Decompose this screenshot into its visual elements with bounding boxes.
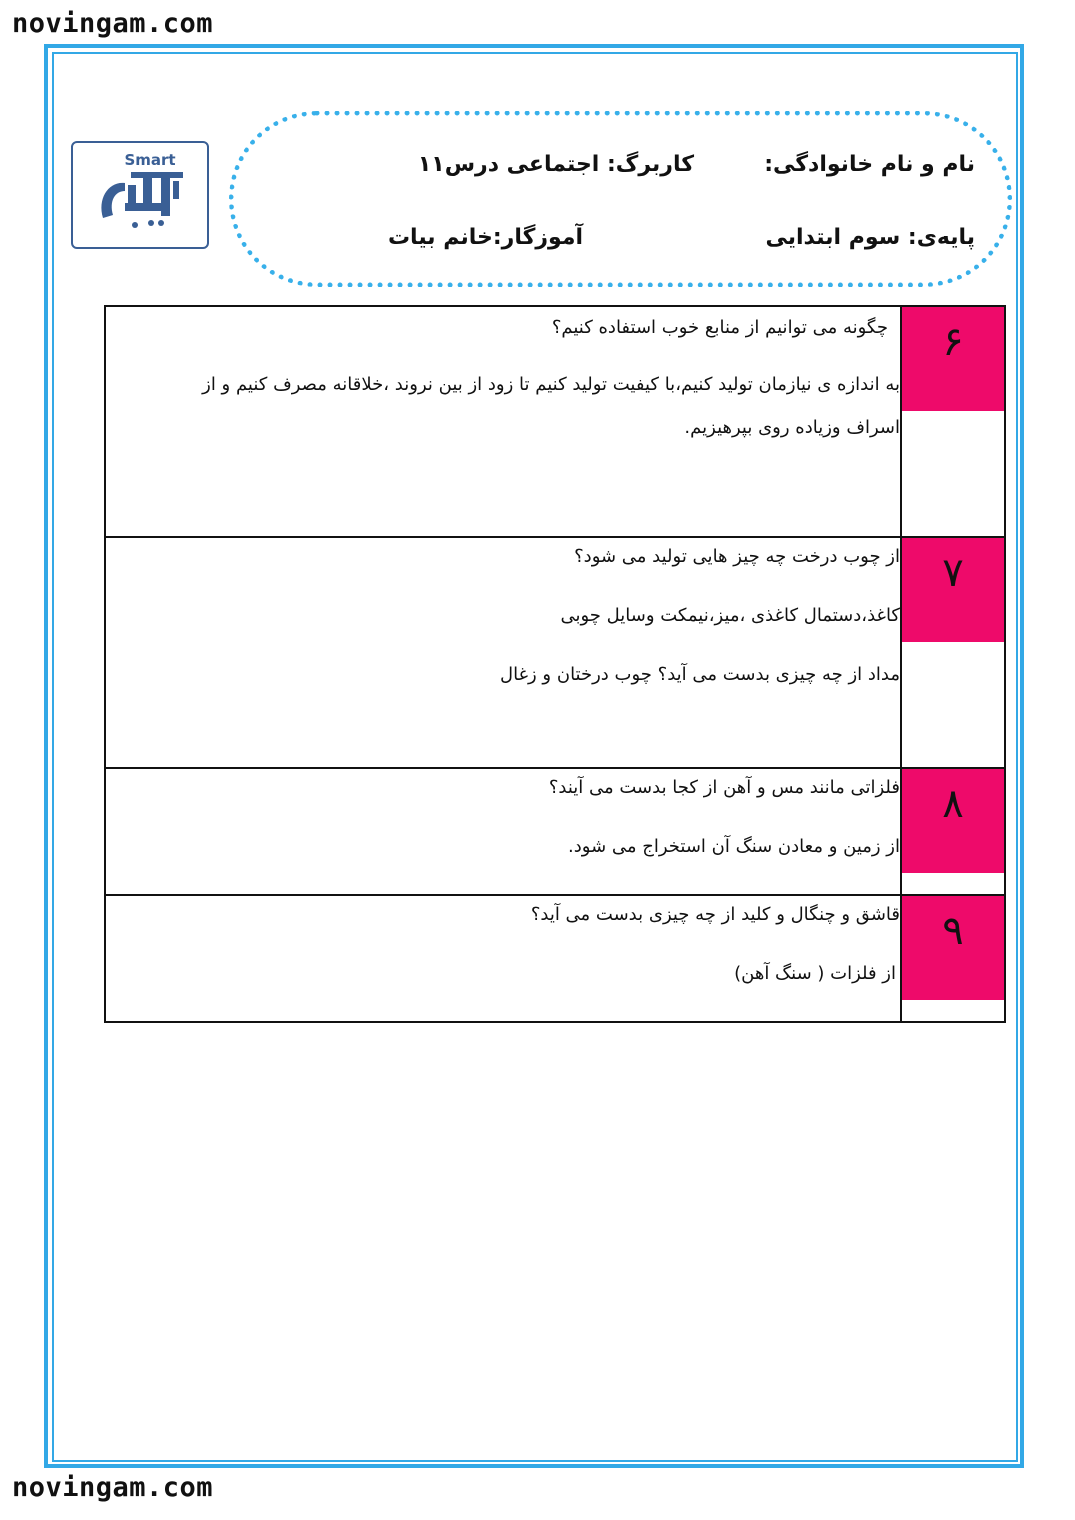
question-number: ۶ <box>902 307 1004 411</box>
worksheet-title: کاربرگ: اجتماعی درس۱۱ <box>417 152 694 177</box>
question-number: ۸ <box>902 769 1004 873</box>
header-box <box>229 111 1012 287</box>
logo-graphic <box>73 143 207 247</box>
teacher-label: آموزگار:خانم بیات <box>387 225 583 250</box>
question-text: از چوب درخت چه چیز هایی تولید می شود؟ <box>574 546 900 567</box>
watermark-top: novingam.com <box>12 8 214 39</box>
question-number-cell <box>901 768 1005 895</box>
answer-line: از زمین و معادن سنگ آن استخراج می شود. <box>568 836 900 857</box>
question-body <box>105 895 901 1022</box>
grade-label: پایه‌ی: سوم ابتدایی <box>765 225 975 250</box>
answer-line: کاغذ،دستمال کاغذی ،میز،نیمکت وسایل چوبی <box>560 605 900 626</box>
question-body <box>105 768 901 895</box>
logo-word: Smart <box>124 151 176 169</box>
question-number-cell <box>901 306 1005 537</box>
answer-line: از فلزات ( سنگ آهن) <box>734 963 896 984</box>
answer-line: اسراف وزیاده روی بپرهیزیم. <box>684 417 900 438</box>
question-number: ۷ <box>902 538 1004 642</box>
question-text: قاشق و چنگال و کلید از چه چیزی بدست می آید؟ <box>530 904 900 925</box>
question-text: فلزاتی مانند مس و آهن از کجا بدست می آیند؟ <box>548 777 900 798</box>
question-body <box>105 537 901 768</box>
question-text: چگونه می توانیم از منابع خوب استفاده کنیم؟ <box>551 317 888 338</box>
question-number-cell <box>901 537 1005 768</box>
questions-table <box>104 305 1006 1023</box>
question-number: ۹ <box>902 896 1004 1000</box>
logo <box>71 141 209 249</box>
question-row <box>105 537 1005 768</box>
question-number-cell <box>901 895 1005 1022</box>
question-row <box>105 768 1005 895</box>
answer-line: مداد از چه چیزی بدست می آید؟ چوب درختان و زغال <box>500 664 900 685</box>
question-body <box>105 306 901 537</box>
answer-line: به اندازه ی نیازمان تولید کنیم،با کیفیت تولید کنیم تا زود از بین نروند ،خلاقانه مصرف کنیم و از <box>202 374 900 395</box>
question-row <box>105 306 1005 537</box>
question-row <box>105 895 1005 1022</box>
name-label: نام و نام خانوادگی: <box>764 152 975 177</box>
watermark-bottom: novingam.com <box>12 1472 214 1503</box>
